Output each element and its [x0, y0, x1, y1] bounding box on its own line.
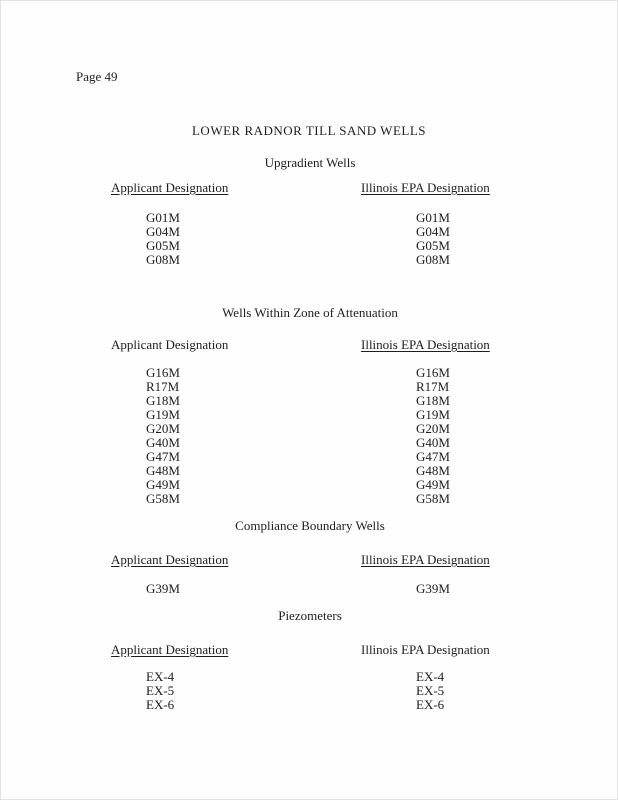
- section-heading: Wells Within Zone of Attenuation: [222, 305, 398, 320]
- well-id-cell: G16M: [416, 365, 450, 380]
- table-row: [1, 478, 618, 492]
- well-rows: [1, 670, 618, 712]
- well-id-cell: EX-6: [416, 697, 445, 712]
- well-id-cell: G20M: [416, 421, 450, 436]
- table-row: [1, 366, 618, 380]
- well-id-cell: G20M: [146, 421, 180, 436]
- well-rows: [1, 211, 618, 267]
- column-header-epa: Illinois EPA Designation: [361, 552, 490, 567]
- column-header-applicant: Applicant Designation: [111, 552, 229, 567]
- document-title: LOWER RADNOR TILL SAND WELLS: [191, 123, 427, 138]
- well-id-cell: G16M: [146, 365, 180, 380]
- table-row: [1, 582, 618, 596]
- well-id-cell: G05M: [146, 238, 180, 253]
- section-heading: Compliance Boundary Wells: [235, 518, 385, 533]
- well-id-cell: G48M: [146, 463, 180, 478]
- page-number: Page 49: [76, 69, 118, 84]
- table-row: [1, 670, 618, 684]
- well-rows: [1, 582, 618, 596]
- well-id-cell: G58M: [146, 491, 180, 506]
- table-row: [1, 408, 618, 422]
- well-id-cell: G40M: [416, 435, 450, 450]
- well-id-cell: G58M: [416, 491, 450, 506]
- well-id-cell: G49M: [146, 477, 180, 492]
- table-row: [1, 436, 618, 450]
- well-id-cell: G39M: [146, 581, 180, 596]
- table-row: [1, 239, 618, 253]
- column-header-row: [1, 338, 618, 352]
- well-id-cell: EX-5: [146, 683, 175, 698]
- column-header-row: [1, 553, 618, 567]
- well-id-cell: G01M: [416, 210, 450, 225]
- well-rows: [1, 366, 618, 506]
- well-id-cell: G47M: [146, 449, 180, 464]
- well-id-cell: G18M: [416, 393, 450, 408]
- column-header-applicant: Applicant Designation: [111, 642, 229, 657]
- table-row: [1, 211, 618, 225]
- well-id-cell: EX-4: [146, 669, 175, 684]
- column-header-row: [1, 181, 618, 195]
- well-id-cell: G04M: [416, 224, 450, 239]
- table-row: [1, 380, 618, 394]
- well-id-cell: EX-6: [146, 697, 175, 712]
- table-row: [1, 684, 618, 698]
- column-header-applicant: Applicant Designation: [111, 337, 229, 352]
- table-row: [1, 253, 618, 267]
- well-id-cell: R17M: [416, 379, 450, 394]
- well-id-cell: G19M: [146, 407, 180, 422]
- section-heading: Upgradient Wells: [264, 155, 356, 170]
- table-row: [1, 225, 618, 239]
- table-row: [1, 698, 618, 712]
- table-row: [1, 450, 618, 464]
- well-id-cell: R17M: [146, 379, 180, 394]
- well-id-cell: G49M: [416, 477, 450, 492]
- table-row: [1, 464, 618, 478]
- section-upgradient-wells: [1, 155, 618, 267]
- table-row: [1, 492, 618, 506]
- section-zone-of-attenuation: [1, 305, 618, 506]
- section-heading: Piezometers: [278, 608, 342, 623]
- well-id-cell: G08M: [416, 252, 450, 267]
- well-id-cell: G48M: [416, 463, 450, 478]
- well-id-cell: G05M: [416, 238, 450, 253]
- well-id-cell: EX-4: [416, 669, 445, 684]
- well-id-cell: G18M: [146, 393, 180, 408]
- well-id-cell: G08M: [146, 252, 180, 267]
- column-header-applicant: Applicant Designation: [111, 180, 229, 195]
- column-header-epa: Illinois EPA Designation: [361, 337, 490, 352]
- well-id-cell: G40M: [146, 435, 180, 450]
- well-id-cell: G47M: [416, 449, 450, 464]
- well-id-cell: G01M: [146, 210, 180, 225]
- well-id-cell: EX-5: [416, 683, 445, 698]
- table-row: [1, 394, 618, 408]
- section-piezometers: [1, 608, 618, 712]
- well-id-cell: G19M: [416, 407, 450, 422]
- document-content: [1, 149, 618, 712]
- column-header-row: [1, 643, 618, 657]
- column-header-epa: Illinois EPA Designation: [361, 180, 490, 195]
- well-id-cell: G04M: [146, 224, 180, 239]
- section-compliance-boundary: [1, 518, 618, 596]
- well-id-cell: G39M: [416, 581, 450, 596]
- table-row: [1, 422, 618, 436]
- column-header-epa: Illinois EPA Designation: [361, 642, 490, 657]
